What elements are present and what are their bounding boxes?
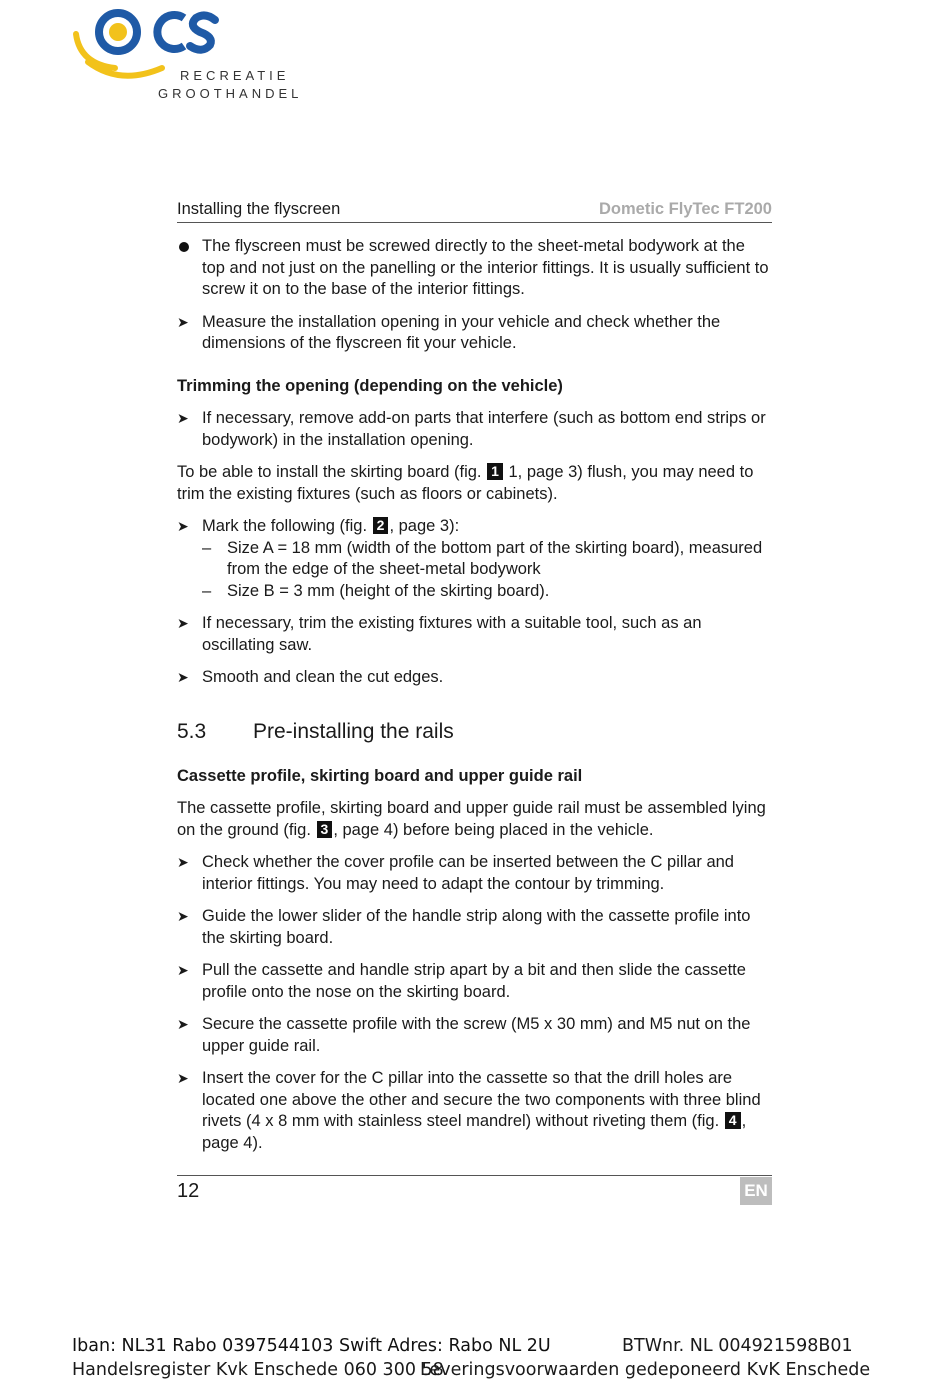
step-item bbox=[177, 906, 772, 949]
step-text: Mark the following (fig. bbox=[202, 517, 372, 535]
page-number: 12 bbox=[177, 1180, 200, 1202]
sub-item-text: Size B = 3 mm (height of the skirting board). bbox=[227, 581, 550, 600]
step-text: If necessary, remove add-on parts that interfere (such as bottom end strips or bodywork) in the installation opening. bbox=[202, 409, 766, 449]
section-heading bbox=[177, 719, 772, 745]
company-logo bbox=[70, 6, 310, 102]
bullet-text: The flyscreen must be screwed directly to the sheet-metal bodywork at the top and not just on the panelling or the interior fittings. It is usually sufficient to screw it on to the base of the interior fittings. bbox=[202, 237, 769, 298]
step-text: Pull the cassette and handle strip apart by a bit and then slide the cassette profile onto the nose on the skirting board. bbox=[202, 961, 746, 1001]
step-item bbox=[177, 408, 772, 451]
logo-text-groothandel: GROOTHANDEL bbox=[158, 86, 303, 101]
paragraph-text: The cassette profile, skirting board and upper guide rail must be assembled lying on the ground (fig. bbox=[177, 799, 766, 839]
figure-reference-badge: 2 bbox=[373, 517, 389, 534]
sub-item-text: Size A = 18 mm (width of the bottom part of the skirting board), measured from the edge of the sheet-metal bodywork bbox=[227, 538, 763, 578]
step-item bbox=[177, 516, 772, 602]
document-body bbox=[177, 196, 772, 1154]
paragraph bbox=[177, 798, 772, 841]
step-item bbox=[177, 852, 772, 895]
step-arrow-icon: ➤ bbox=[177, 313, 189, 330]
step-item bbox=[177, 960, 772, 1003]
logo-text-recreatie: RECREATIE bbox=[180, 68, 290, 83]
figure-reference-badge: 4 bbox=[725, 1112, 741, 1129]
step-arrow-icon: ➤ bbox=[177, 854, 189, 870]
paragraph-text: 1, page 3) flush, you may need to trim the existing fixtures (such as floors or cabinets). bbox=[177, 463, 754, 503]
figure-reference-badge: 1 bbox=[487, 463, 503, 480]
step-item bbox=[177, 667, 772, 689]
trade-register: Handelsregister Kvk Enschede 060 300 58 bbox=[72, 1360, 444, 1380]
step-arrow-icon: ➤ bbox=[177, 908, 189, 924]
paragraph-text: , page 4) before being placed in the vehicle. bbox=[333, 820, 654, 839]
paragraph-text: To be able to install the skirting board (fig. bbox=[177, 463, 487, 481]
step-item bbox=[177, 613, 772, 656]
step-text: Smooth and clean the cut edges. bbox=[202, 668, 444, 686]
step-text: , page 4). bbox=[202, 1112, 747, 1152]
figure-reference-badge: 3 bbox=[317, 821, 333, 838]
step-text: Check whether the cover profile can be inserted between the C pillar and interior fittings. You may need to adapt the contour by trimming. bbox=[202, 853, 734, 893]
step-arrow-icon: ➤ bbox=[177, 518, 189, 534]
step-text: , page 3): bbox=[389, 517, 460, 535]
step-arrow-icon: ➤ bbox=[177, 410, 189, 426]
step-arrow-icon: ➤ bbox=[177, 669, 189, 685]
bullet-item bbox=[177, 236, 772, 301]
header-section-title: Installing the flyscreen bbox=[177, 199, 341, 218]
header-product-name: Dometic FlyTec FT200 bbox=[598, 199, 772, 218]
running-header bbox=[177, 196, 772, 223]
subheading: Cassette profile, skirting board and upper guide rail bbox=[177, 766, 583, 785]
step-item bbox=[177, 1014, 772, 1057]
step-arrow-icon: ➤ bbox=[177, 615, 189, 631]
delivery-terms: Leveringsvoorwaarden gedeponeerd KvK Enschede bbox=[420, 1360, 871, 1380]
language-badge: EN bbox=[740, 1177, 772, 1205]
paragraph bbox=[177, 462, 772, 505]
step-arrow-icon: ➤ bbox=[177, 1016, 189, 1032]
step-text: Insert the cover for the C pillar into the cassette so that the drill holes are located one above the other and secure the two components with three blind rivets (4 x 8 mm with stainless steel mandrel) without riveting them (fig. bbox=[202, 1069, 761, 1130]
sub-item bbox=[202, 581, 772, 603]
step-text: Guide the lower slider of the handle strip along with the cassette profile into the skirting board. bbox=[202, 907, 751, 947]
dash-marker: – bbox=[202, 538, 212, 557]
step-item bbox=[177, 312, 772, 355]
step-text: Secure the cassette profile with the screw (M5 x 30 mm) and M5 nut on the upper guide rail. bbox=[202, 1015, 751, 1055]
step-item bbox=[177, 1068, 772, 1154]
step-text: If necessary, trim the existing fixtures with a suitable tool, such as an oscillating saw. bbox=[202, 614, 702, 654]
sub-item bbox=[202, 538, 772, 581]
subheading: Trimming the opening (depending on the vehicle) bbox=[177, 376, 563, 395]
section-title-text: Pre-installing the rails bbox=[253, 719, 454, 743]
bullet-dot-icon bbox=[177, 236, 197, 259]
section-number: 5.3 bbox=[177, 719, 207, 743]
step-text: Measure the installation opening in your vehicle and check whether the dimensions of the flyscreen fit your vehicle. bbox=[202, 312, 721, 352]
footer-divider bbox=[177, 1175, 772, 1176]
step-arrow-icon: ➤ bbox=[177, 962, 189, 978]
dash-marker: – bbox=[202, 581, 212, 600]
step-arrow-icon: ➤ bbox=[177, 1070, 189, 1086]
bank-details: Iban: NL31 Rabo 0397544103 Swift Adres: Rabo NL 2U bbox=[72, 1336, 551, 1356]
vat-number: BTWnr. NL 004921598B01 bbox=[622, 1336, 853, 1356]
